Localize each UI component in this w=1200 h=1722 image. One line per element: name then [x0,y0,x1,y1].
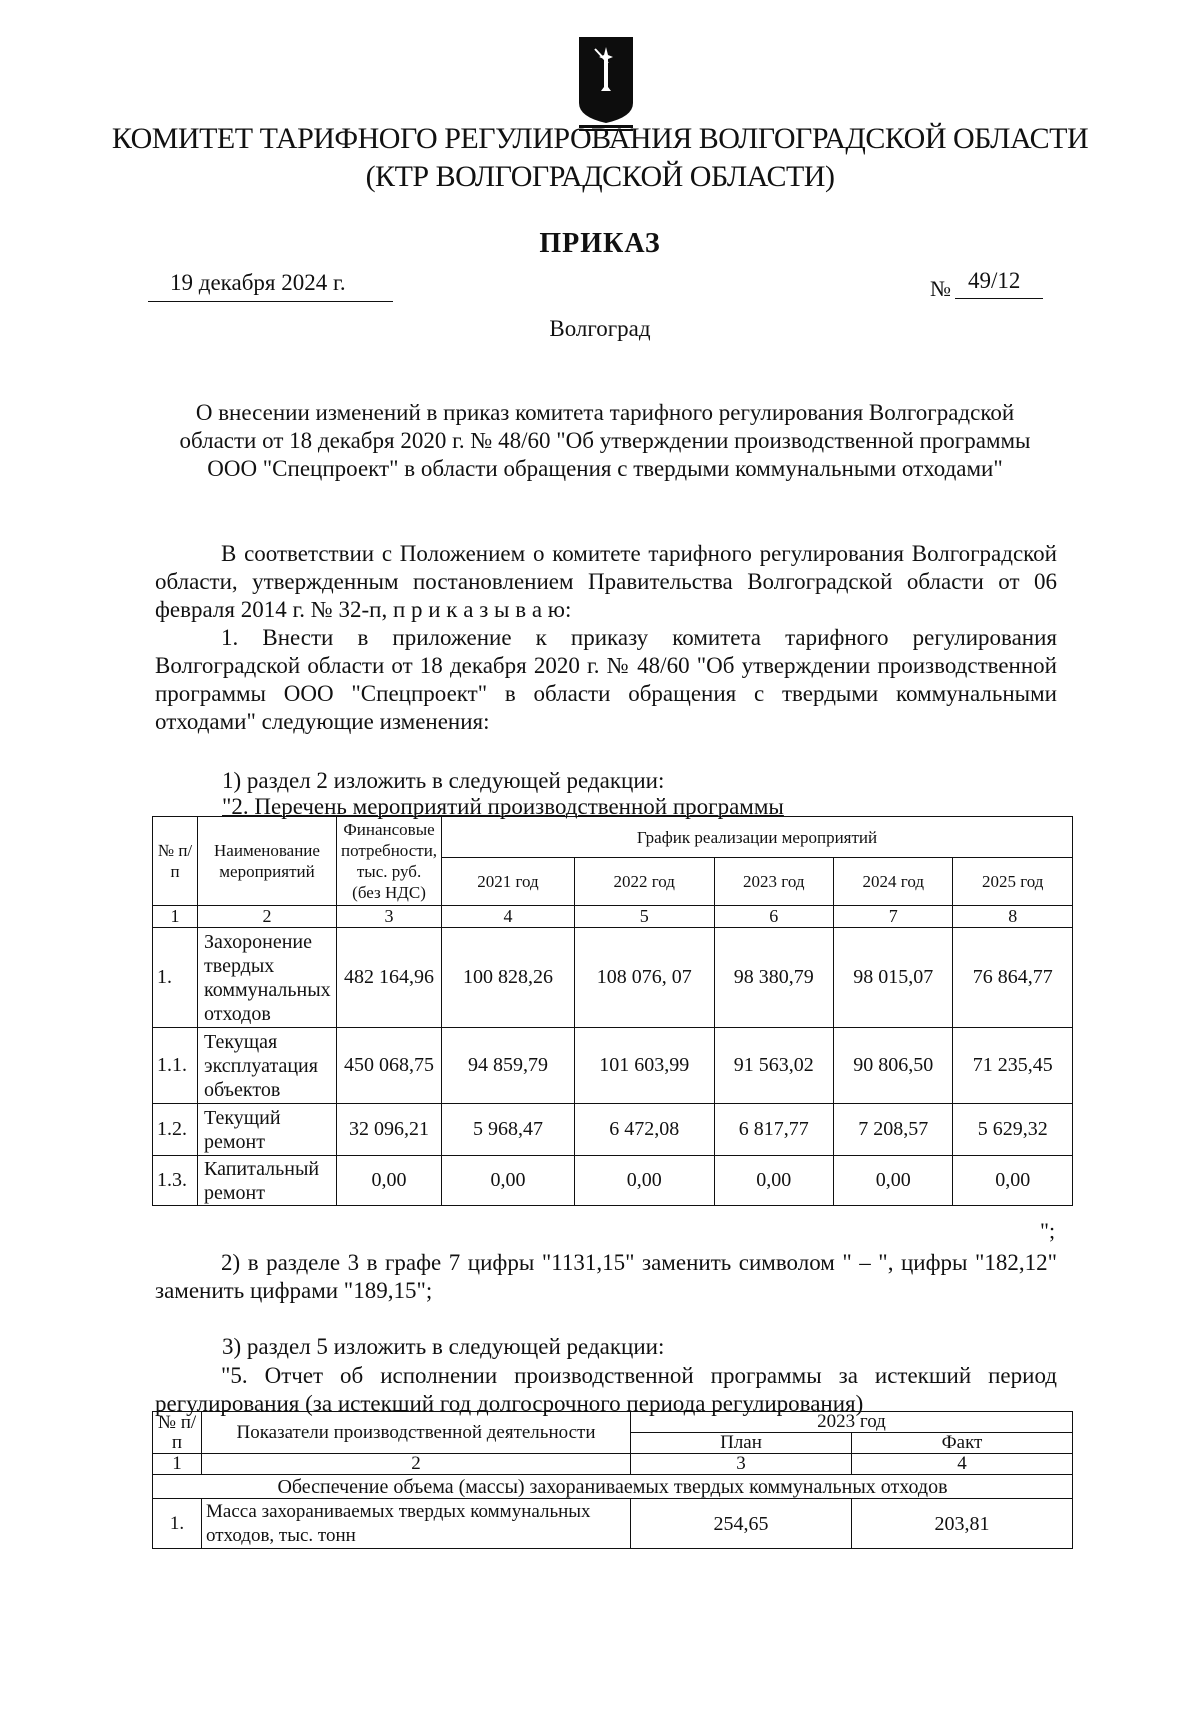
col-number: 1 [153,1454,202,1475]
row-finance: 450 068,75 [337,1028,442,1104]
date-underline [148,301,393,302]
organization-short-name: (КТР ВОЛГОГРАДСКОЙ ОБЛАСТИ) [365,160,835,193]
row-value: 0,00 [714,1156,833,1206]
number-label: № [930,276,951,301]
row-value: 108 076, 07 [574,928,714,1028]
row-value: 101 603,99 [574,1028,714,1104]
table-row [153,1499,1073,1549]
header-no: № п/п [153,1412,202,1454]
closing-quote: "; [1040,1218,1056,1243]
row-value: 0,00 [834,1156,953,1206]
city: Волгоград [549,316,651,341]
row-finance: 32 096,21 [337,1104,442,1156]
table-row [153,1104,1073,1156]
row-value: 5 968,47 [442,1104,575,1156]
coat-of-arms-emblem [575,33,637,133]
row-value: 6 472,08 [574,1104,714,1156]
row-name: Захоронение твердых коммунальных отходов [198,928,337,1028]
row-value: 94 859,79 [442,1028,575,1104]
header-fact: Факт [852,1433,1073,1454]
row-value: 0,00 [953,1156,1073,1206]
col-number: 5 [574,906,714,928]
header-name: Показатели производственной деятельности [202,1412,631,1454]
order-number: 49/12 [968,268,1021,293]
row-name: Текущий ремонт [198,1104,337,1156]
header-plan: План [631,1433,852,1454]
table-row [153,1156,1073,1206]
col-number: 1 [153,906,198,928]
header-name: Наименование мероприятий [198,817,337,906]
intro-paragraph: В соответствии с Положением о комитете тарифного регулирования Волгоградской области, утвержденным постановлением Правительства Волгоградской области от 06 февраля 2014 г. № 32-п, п р и к а з ы в а ю: [155,541,1057,622]
row-value: 5 629,32 [953,1104,1073,1156]
row-value: 76 864,77 [953,928,1073,1028]
organization-name: КОМИТЕТ ТАРИФНОГО РЕГУЛИРОВАНИЯ ВОЛГОГРАДСКОЙ ОБЛАСТИ [111,122,1089,155]
row-no: 1. [153,928,198,1028]
col-number: 4 [442,906,575,928]
row-value: 7 208,57 [834,1104,953,1156]
header-year: 2023 год [631,1412,1073,1433]
group-row: Обеспечение объема (массы) захораниваемых твердых коммунальных отходов [153,1475,1073,1499]
header-year: 2023 год [714,858,833,906]
sub-item-1: 1) раздел 2 изложить в следующей редакции: [222,768,665,793]
row-finance: 0,00 [337,1156,442,1206]
row-value: 98 015,07 [834,928,953,1028]
row-finance: 482 164,96 [337,928,442,1028]
order-subject: О внесении изменений в приказ комитета тарифного регулирования Волгоградской области от 18 декабря 2020 г. № 48/60 "Об утверждении производственной программы ООО "Спецпроект" в области обращения с твердыми коммунальными отходами" [179,400,1031,481]
item-1-paragraph: 1. Внести в приложение к приказу комитета тарифного регулирования Волгоградской области от 18 декабря 2020 г. № 48/60 "Об утверждении производственной программы ООО "Спецпроект" в области обращения с твердыми коммунальными отходами" следующие изменения: [155,625,1057,734]
document-type-title: ПРИКАЗ [539,228,661,259]
row-value: 71 235,45 [953,1028,1073,1104]
measures-table [152,816,1073,1206]
col-number: 7 [834,906,953,928]
header-year: 2022 год [574,858,714,906]
header-year: 2021 год [442,858,575,906]
row-name: Капитальный ремонт [198,1156,337,1206]
header-schedule: График реализации мероприятий [442,817,1073,858]
row-value: 98 380,79 [714,928,833,1028]
col-number: 4 [852,1454,1073,1475]
table-row [153,928,1073,1028]
table-row [153,1028,1073,1104]
number-underline [955,298,1043,299]
header-finance: Финансовые потребности, тыс. руб. (без НДС) [337,817,442,906]
row-value: 90 806,50 [834,1028,953,1104]
sub-item-3: 3) раздел 5 изложить в следующей редакции: [222,1334,665,1359]
row-fact: 203,81 [852,1499,1073,1549]
row-no: 1.3. [153,1156,198,1206]
header-year: 2025 год [953,858,1073,906]
col-number: 2 [202,1454,631,1475]
section-2-title: "2. Перечень мероприятий производственной программы [222,794,784,819]
row-value: 6 817,77 [714,1104,833,1156]
row-no: 1. [153,1499,202,1549]
header-year: 2024 год [834,858,953,906]
col-number: 8 [953,906,1073,928]
sub-item-2: 2) в разделе 3 в графе 7 цифры "1131,15" заменить символом " – ", цифры "182,12" заменить цифрами "189,15"; [155,1250,1057,1303]
row-name: Масса захораниваемых твердых коммунальных отходов, тыс. тонн [202,1499,631,1549]
row-no: 1.1. [153,1028,198,1104]
row-value: 91 563,02 [714,1028,833,1104]
header-no: № п/п [153,817,198,906]
row-value: 100 828,26 [442,928,575,1028]
section-5-title: "5. Отчет об исполнении производственной программы за истекший период регулирования (за истекший год долгосрочного периода регулирования) [155,1363,1057,1416]
report-table [152,1411,1073,1549]
col-number: 3 [337,906,442,928]
row-value: 0,00 [574,1156,714,1206]
col-number: 3 [631,1454,852,1475]
order-date: 19 декабря 2024 г. [170,270,346,295]
row-name: Текущая эксплуатация объектов [198,1028,337,1104]
row-value: 0,00 [442,1156,575,1206]
row-no: 1.2. [153,1104,198,1156]
row-plan: 254,65 [631,1499,852,1549]
col-number: 6 [714,906,833,928]
col-number: 2 [198,906,337,928]
